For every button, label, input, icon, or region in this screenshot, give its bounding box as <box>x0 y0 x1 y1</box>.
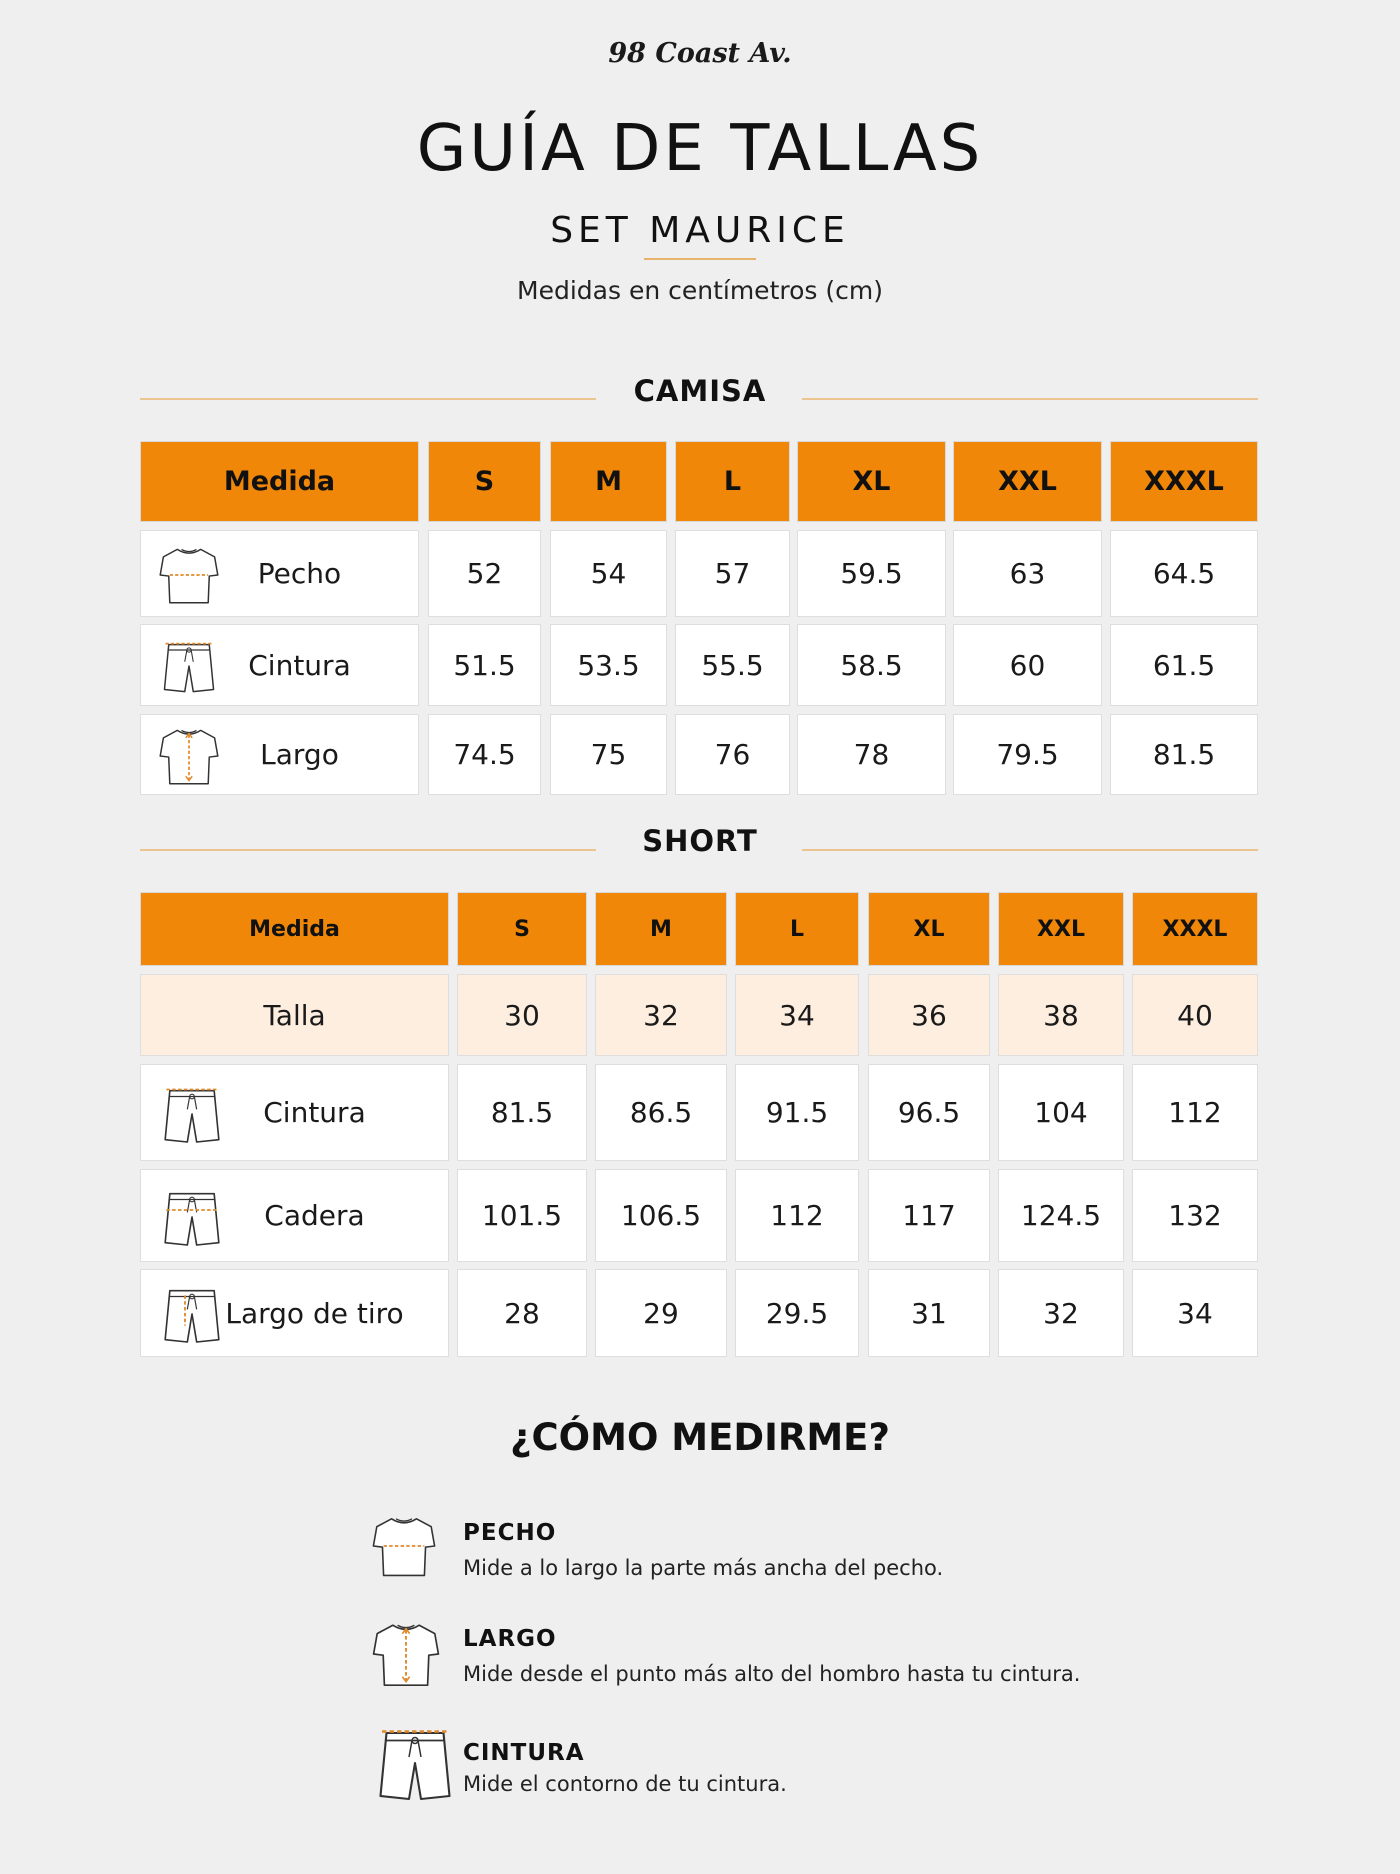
page-title: GUÍA DE TALLAS <box>416 112 984 186</box>
header-size: L <box>675 441 790 522</box>
table-cell: 64.5 <box>1110 530 1258 617</box>
header-size: L <box>735 892 859 966</box>
page-subtitle: SET MAURICE <box>550 210 850 251</box>
table-cell: 34 <box>1132 1269 1258 1357</box>
how-item-title: LARGO <box>463 1626 557 1652</box>
header-size: M <box>595 892 727 966</box>
table-cell: 58.5 <box>797 624 946 706</box>
how-item-pecho <box>370 1512 1170 1592</box>
table-cell: 52 <box>428 530 541 617</box>
table-cell: 51.5 <box>428 624 541 706</box>
talla-cell: 30 <box>457 974 587 1056</box>
units-note: Medidas en centímetros (cm) <box>517 276 883 305</box>
table-cell: 81.5 <box>1110 714 1258 795</box>
table-cell: 79.5 <box>953 714 1102 795</box>
table-cell: 31 <box>868 1269 990 1357</box>
table-cell: 112 <box>1132 1064 1258 1161</box>
table-row-label <box>140 624 419 706</box>
table-cell: 78 <box>797 714 946 795</box>
table-cell: 124.5 <box>998 1169 1124 1262</box>
table-cell: 60 <box>953 624 1102 706</box>
table-cell: 75 <box>550 714 667 795</box>
row-label: Pecho <box>257 557 342 590</box>
table-cell: 63 <box>953 530 1102 617</box>
how-item-cintura <box>370 1718 1170 1798</box>
how-item-title: PECHO <box>463 1520 557 1546</box>
table-cell: 132 <box>1132 1169 1258 1262</box>
header-size: XXL <box>953 441 1102 522</box>
how-item-description: Mide desde el punto más alto del hombro hasta tu cintura. <box>463 1662 1081 1686</box>
how-item-description: Mide el contorno de tu cintura. <box>463 1772 787 1796</box>
header-size: XL <box>797 441 946 522</box>
table-cell: 57 <box>675 530 790 617</box>
subtitle-underline <box>644 258 756 260</box>
table-cell: 96.5 <box>868 1064 990 1161</box>
talla-cell: 34 <box>735 974 859 1056</box>
table-cell: 106.5 <box>595 1169 727 1262</box>
header-medida: Medida <box>140 441 419 522</box>
table-row-label <box>140 1169 449 1262</box>
camisa-section-title: CAMISA <box>633 374 767 408</box>
table-cell: 29.5 <box>735 1269 859 1357</box>
header-size: XXL <box>998 892 1124 966</box>
table-cell: 104 <box>998 1064 1124 1161</box>
talla-cell: 32 <box>595 974 727 1056</box>
table-row-label <box>140 1064 449 1161</box>
table-cell: 61.5 <box>1110 624 1258 706</box>
talla-label: Talla <box>140 974 449 1056</box>
row-label: Largo de tiro <box>225 1296 404 1330</box>
talla-cell: 36 <box>868 974 990 1056</box>
table-cell: 101.5 <box>457 1169 587 1262</box>
how-item-title: CINTURA <box>463 1740 585 1766</box>
table-row-label <box>140 1269 449 1357</box>
table-cell: 86.5 <box>595 1064 727 1161</box>
table-cell: 54 <box>550 530 667 617</box>
table-cell: 29 <box>595 1269 727 1357</box>
header-size: XL <box>868 892 990 966</box>
header-size: XXXL <box>1110 441 1258 522</box>
table-cell: 28 <box>457 1269 587 1357</box>
short-section-title: SHORT <box>642 824 758 858</box>
table-cell: 117 <box>868 1169 990 1262</box>
header-size: S <box>457 892 587 966</box>
table-row-label <box>140 714 419 795</box>
table-cell: 76 <box>675 714 790 795</box>
how-item-largo <box>370 1618 1170 1698</box>
table-cell: 55.5 <box>675 624 790 706</box>
table-cell: 74.5 <box>428 714 541 795</box>
header-size: M <box>550 441 667 522</box>
talla-cell: 38 <box>998 974 1124 1056</box>
table-cell: 112 <box>735 1169 859 1262</box>
talla-cell: 40 <box>1132 974 1258 1056</box>
table-cell: 59.5 <box>797 530 946 617</box>
header-size: S <box>428 441 541 522</box>
table-cell: 91.5 <box>735 1064 859 1161</box>
row-label: Cintura <box>248 648 351 682</box>
header-size: XXXL <box>1132 892 1258 966</box>
row-label: Cintura <box>263 1096 366 1129</box>
table-cell: 32 <box>998 1269 1124 1357</box>
brand-logo: 98 Coast Av. <box>608 38 792 69</box>
table-cell: 53.5 <box>550 624 667 706</box>
row-label: Cadera <box>264 1199 365 1232</box>
short-rule-right <box>802 849 1258 851</box>
table-row-label <box>140 530 419 617</box>
header-medida: Medida <box>140 892 449 966</box>
how-item-description: Mide a lo largo la parte más ancha del pecho. <box>463 1556 944 1580</box>
camisa-rule-right <box>802 398 1258 400</box>
row-label: Largo <box>260 738 339 771</box>
how-to-measure-title: ¿CÓMO MEDIRME? <box>510 1416 890 1459</box>
table-cell: 81.5 <box>457 1064 587 1161</box>
